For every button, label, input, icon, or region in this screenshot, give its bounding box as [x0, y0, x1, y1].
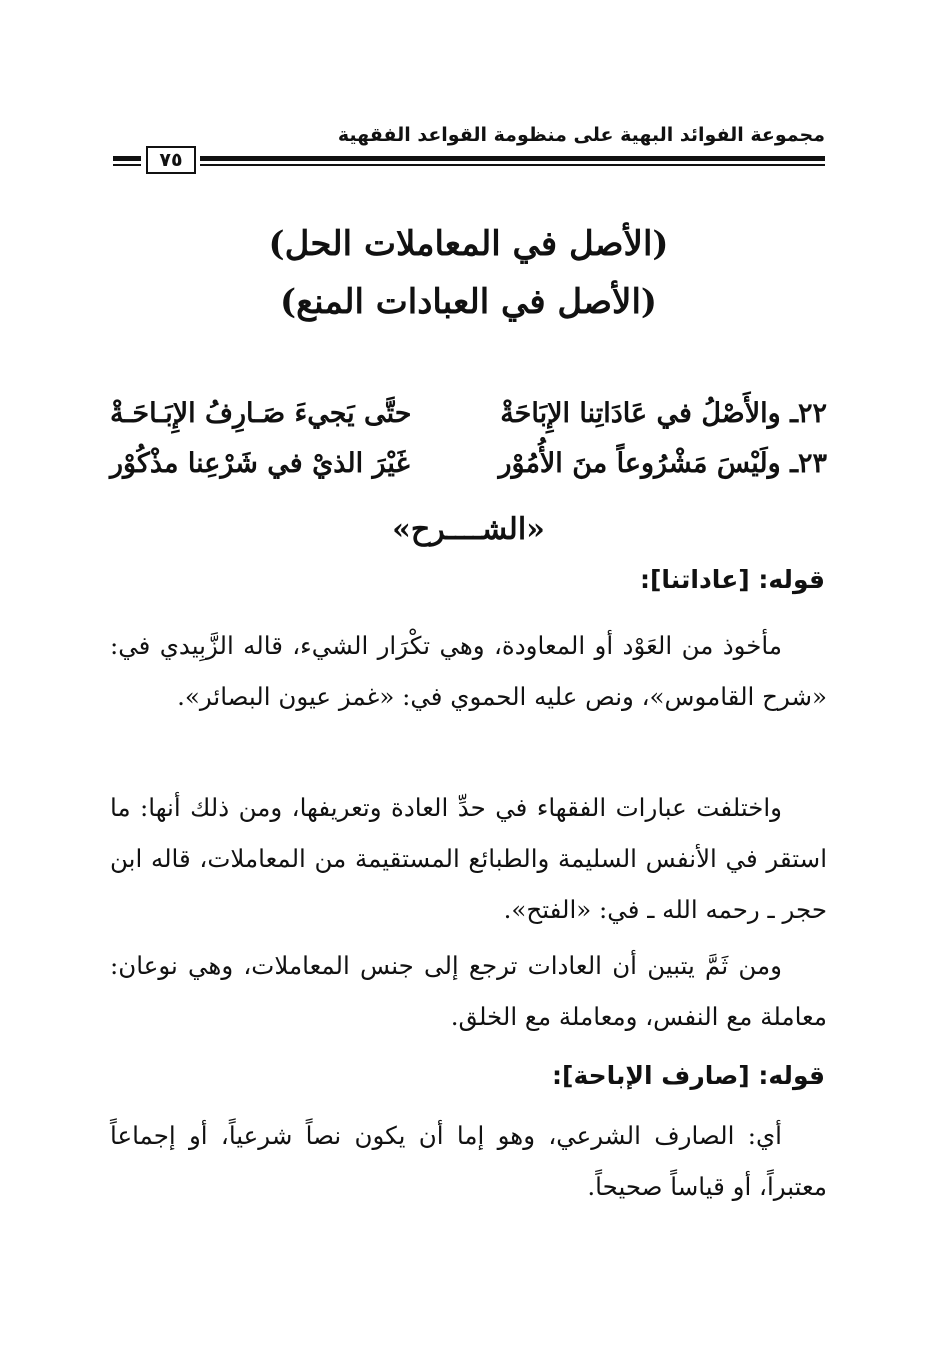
- header-rule-thin: [200, 164, 825, 166]
- section-title: (الأصل في العبادات المنع): [280, 282, 657, 322]
- poem-verse: [110, 440, 827, 488]
- header-rule-left-thin: [113, 164, 141, 166]
- verse-second-half: حتَّى يَجيءَ صَـارِفُ الإِبَـاحَـةْ: [110, 398, 412, 429]
- term-heading: قوله: [صارف الإباحة]:: [552, 1061, 825, 1090]
- running-title: مجموعة الفوائد البهية على منظومة القواعد الفقهية: [337, 124, 825, 146]
- commentary-heading: «الشــــرح»: [392, 512, 545, 547]
- term-heading: قوله: [عاداتنا]:: [640, 565, 825, 594]
- header-rule-left-thick: [113, 156, 141, 161]
- verse-first-half: ٢٢ـ والأَصْلُ في عَادَاتِنا الإِبَاحَةْ: [500, 398, 827, 429]
- header-rule-thick: [200, 156, 825, 161]
- body-paragraph: مأخوذ من العَوْد أو المعاودة، وهي تكْرَار الشيء، قاله الزَّبِيدي في: «شرح القاموس»، ونص عليه الحموي في: «غمز عيون البصائر».: [110, 631, 827, 711]
- body-paragraph: أي: الصارف الشرعي، وهو إما أن يكون نصاً شرعياً، أو إجماعاً معتبراً، أو قياساً صحيحاً.: [110, 1121, 827, 1201]
- body-paragraph: ومن ثَمَّ يتبين أن العادات ترجع إلى جنس المعاملات، وهي نوعان: معاملة مع النفس، ومعاملة مع الخلق.: [110, 951, 827, 1031]
- section-title: (الأصل في المعاملات الحل): [268, 224, 669, 264]
- page-number: ٧٥: [146, 146, 196, 174]
- poem-verse: [110, 390, 827, 438]
- verse-first-half: ٢٣ـ ولَيْسَ مَشْرُوعاً منَ الأُمُوْر: [498, 448, 827, 479]
- body-paragraph: واختلفت عبارات الفقهاء في حدِّ العادة وتعريفها، ومن ذلك أنها: ما استقر في الأنفس السليمة والطبائع المستقيمة من المعاملات، قاله ابن حجر ـ رحمه الله ـ في: «الفتح».: [110, 793, 827, 924]
- verse-second-half: غَيْرَ الذيْ في شَرْعِنا مذْكُوْر: [110, 448, 410, 479]
